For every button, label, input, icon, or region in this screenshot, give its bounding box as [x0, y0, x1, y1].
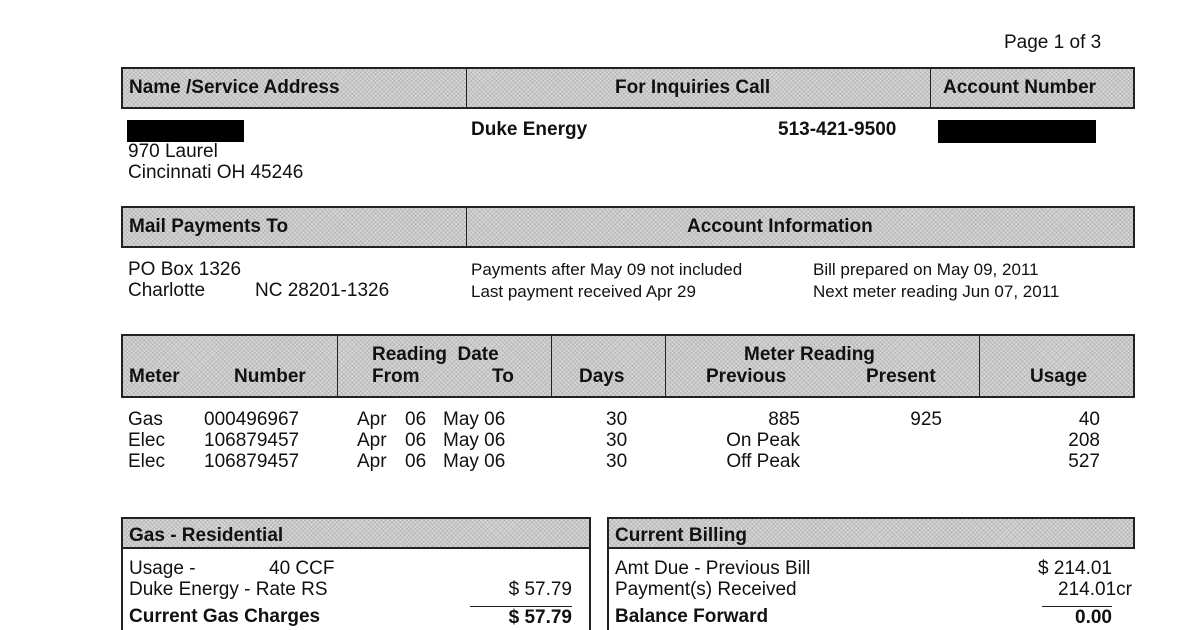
- header-cell-name: [123, 69, 466, 107]
- page-indicator: Page 1 of 3: [1004, 32, 1102, 53]
- gas-charges-label: Current Gas Charges: [129, 606, 321, 627]
- meter-row-1-days: 30: [606, 409, 628, 430]
- last-payment: Last payment received Apr 29: [471, 282, 696, 301]
- header-account-information: Account Information: [687, 216, 873, 237]
- meter-header-meter-reading: Meter Reading: [744, 344, 875, 365]
- meter-header-from: From: [372, 366, 420, 387]
- header-inquiries: For Inquiries Call: [615, 77, 771, 98]
- gas-charges-amount: $ 57.79: [470, 606, 572, 628]
- bill-prepared: Bill prepared on May 09, 2011: [813, 260, 1039, 279]
- meter-row-1-from-month: Apr: [357, 409, 387, 430]
- header-band-mail: [121, 206, 1135, 248]
- header-account-number: Account Number: [943, 77, 1097, 98]
- header-cell-account: [930, 69, 1133, 107]
- customer-street: 970 Laurel: [128, 141, 218, 162]
- gas-rate-amount: $ 57.79: [508, 579, 572, 600]
- gas-usage-value: 40 CCF: [269, 558, 335, 579]
- meter-row-2-from-month: Apr: [357, 430, 387, 451]
- meter-row-3-from-month: Apr: [357, 451, 387, 472]
- meter-row-2-usage: 208: [1068, 430, 1100, 451]
- meter-table-header: [121, 334, 1135, 398]
- meter-row-3-usage: 527: [1068, 451, 1100, 472]
- meter-row-1-usage: 40: [1078, 409, 1100, 430]
- meter-row-1-previous: 885: [768, 409, 800, 430]
- meter-header-cell-days: [551, 336, 665, 396]
- meter-row-2-meter: Elec: [128, 430, 165, 451]
- customer-city-state-zip: Cincinnati OH 45246: [128, 162, 304, 183]
- gas-rate-label: Duke Energy - Rate RS: [129, 579, 328, 600]
- gas-usage-label: Usage -: [129, 558, 196, 579]
- meter-header-meter: Meter: [129, 366, 180, 387]
- billing-prev-bill-amount: $ 214.01: [1038, 558, 1112, 579]
- meter-row-2-to: May 06: [443, 430, 506, 451]
- company-name: Duke Energy: [471, 119, 588, 140]
- meter-row-2-previous: On Peak: [726, 430, 800, 451]
- next-reading: Next meter reading Jun 07, 2011: [813, 282, 1060, 301]
- meter-header-cell-reading: [665, 336, 979, 396]
- billing-payments-amount: 214.01cr: [1058, 579, 1132, 600]
- redacted-account-number: [938, 120, 1096, 143]
- meter-header-to: To: [492, 366, 514, 387]
- gas-residential-title: Gas - Residential: [129, 525, 284, 546]
- header-cell-inquiries: [466, 69, 930, 107]
- meter-header-days: Days: [579, 366, 625, 387]
- meter-header-reading-date: Reading Date: [372, 344, 499, 365]
- header-cell-mail: [123, 208, 466, 246]
- company-phone: 513-421-9500: [778, 119, 897, 140]
- meter-row-1-number: 000496967: [204, 409, 300, 430]
- meter-row-1-present: 925: [910, 409, 942, 430]
- billing-balance-amount: 0.00: [1042, 606, 1112, 628]
- header-name-address: Name /Service Address: [129, 77, 340, 98]
- meter-row-1-to: May 06: [443, 409, 506, 430]
- meter-header-previous: Previous: [706, 366, 787, 387]
- meter-header-usage: Usage: [1030, 366, 1088, 387]
- meter-row-2-days: 30: [606, 430, 628, 451]
- mail-city: Charlotte: [128, 280, 206, 301]
- meter-row-1-from-day: 06: [405, 409, 427, 430]
- billing-box-left-border: [607, 549, 609, 630]
- billing-prev-bill-label: Amt Due - Previous Bill: [615, 558, 811, 579]
- billing-payments-label: Payment(s) Received: [615, 579, 797, 600]
- meter-row-1-meter: Gas: [128, 409, 163, 430]
- gas-residential-header: [121, 517, 591, 549]
- redacted-customer-name: [127, 120, 244, 142]
- meter-row-3-meter: Elec: [128, 451, 165, 472]
- meter-row-3-to: May 06: [443, 451, 506, 472]
- meter-header-number: Number: [234, 366, 306, 387]
- meter-row-2-number: 106879457: [204, 430, 300, 451]
- gas-box-left-border: [121, 549, 123, 630]
- billing-balance-label: Balance Forward: [615, 606, 769, 627]
- meter-header-cell-date: [337, 336, 551, 396]
- meter-row-3-previous: Off Peak: [726, 451, 800, 472]
- mail-state-zip: NC 28201-1326: [255, 280, 390, 301]
- meter-row-2-from-day: 06: [405, 430, 427, 451]
- meter-row-3-from-day: 06: [405, 451, 427, 472]
- meter-row-3-days: 30: [606, 451, 628, 472]
- header-cell-account-info: [466, 208, 1133, 246]
- current-billing-title: Current Billing: [615, 525, 747, 546]
- mail-po-box: PO Box 1326: [128, 259, 242, 280]
- gas-box-right-border: [589, 549, 591, 630]
- header-mail-payments: Mail Payments To: [129, 216, 289, 237]
- header-band-account: [121, 67, 1135, 109]
- meter-header-cell-usage: [979, 336, 1133, 396]
- meter-header-present: Present: [866, 366, 936, 387]
- payments-note: Payments after May 09 not included: [471, 260, 743, 279]
- current-billing-header: [607, 517, 1135, 549]
- meter-row-3-number: 106879457: [204, 451, 300, 472]
- meter-header-cell-meter: [123, 336, 337, 396]
